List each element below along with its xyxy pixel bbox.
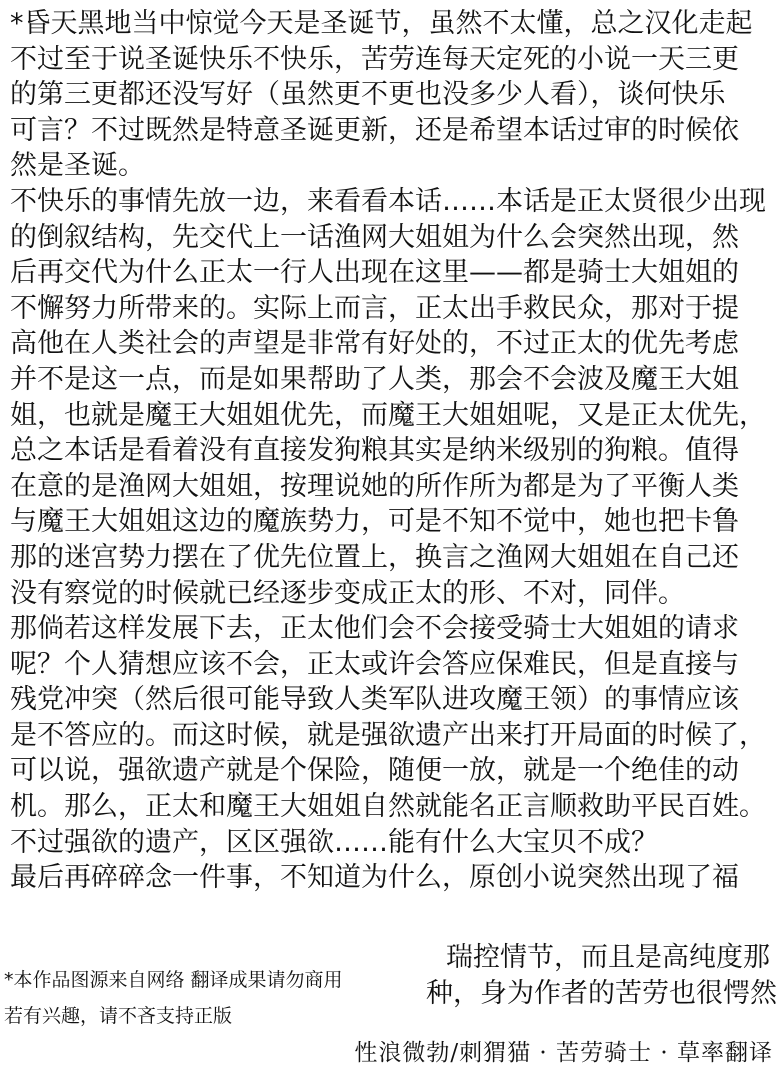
text-line: 与魔王大姐姐这边的魔族势力，可是不知不觉中，她也把卡鲁 <box>10 506 739 538</box>
text-line: 瑞控情节，而且是高纯度那 <box>446 942 770 973</box>
text-line: *昏天黑地当中惊觉今天是圣诞节，虽然不太懂，总之汉化走起 <box>10 8 753 39</box>
translator-note-body <box>10 6 776 896</box>
text-line: 不懈努力所带来的。实际上而言，正太出手救民众，那对于提 <box>10 292 739 324</box>
text-line: 后再交代为什么正太一行人出现在这里——都是骑士大姐姐的 <box>10 257 739 289</box>
text-line: 那的迷宫势力摆在了优先位置上，换言之渔网大姐姐在自己还 <box>10 541 739 573</box>
text-continuation <box>424 940 777 1012</box>
text-line: 在意的是渔网大姐姐，按理说她的所作所为都是为了平衡人类 <box>10 470 739 502</box>
credits-line: 性浪微勃/刺猬猫 · 苦劳骑士 · 草率翻译 <box>354 1040 773 1066</box>
text-line: 并不是这一点，而是如果帮助了人类，那会不会波及魔王大姐 <box>10 363 739 395</box>
text-line: 那倘若这样发展下去，正太他们会不会接受骑士大姐姐的请求 <box>10 613 739 645</box>
notice-line-support: 若有兴趣，请不吝支持正版 <box>4 1005 233 1027</box>
text-line: 机。那么，正太和魔王大姐姐自然就能名正言顺救助平民百姓。 <box>10 791 766 823</box>
notice-line-usage: *本作品图源来自网络 翻译成果请勿商用 <box>4 969 343 991</box>
copyright-notice <box>4 962 424 1034</box>
text-line: 不过至于说圣诞快乐不快乐，苦劳连每天定死的小说一天三更 <box>10 43 739 75</box>
text-line: 没有察觉的时候就已经逐步变成正太的形、不对，同伴。 <box>10 577 685 609</box>
text-line: 是不答应的。而这时候，就是强欲遗产出来打开局面的时候了， <box>10 719 766 751</box>
text-line: 不过强欲的遗产，区区强欲……能有什么大宝贝不成？ <box>10 826 658 858</box>
text-line: 最后再碎碎念一件事，不知道为什么，原创小说突然出现了福 <box>10 862 739 894</box>
text-line: 的倒叙结构，先交代上一话渔网大姐姐为什么会突然出现，然 <box>10 221 739 253</box>
text-line: 然是圣诞。 <box>10 150 145 182</box>
text-line: 高他在人类社会的声望是非常有好处的，不过正太的优先考虑 <box>10 328 739 360</box>
text-line: 的第三更都还没写好（虽然更不更也没多少人看），谈何快乐 <box>10 79 726 111</box>
text-line: 可以说，强欲遗产就是个保险，随便一放，就是一个绝佳的动 <box>10 755 739 787</box>
text-line: 姐，也就是魔王大姐姐优先，而魔王大姐姐呢，又是正太优先， <box>10 399 766 431</box>
text-line: 可言？不过既然是特意圣诞更新，还是希望本话过审的时候依 <box>10 114 739 146</box>
text-line: 不快乐的事情先放一边，来看看本话……本话是正太贤很少出现 <box>10 185 766 217</box>
text-line: 呢？个人猜想应该不会，正太或许会答应保难民，但是直接与 <box>10 648 739 680</box>
text-line: 总之本话是看着没有直接发狗粮其实是纳米级别的狗粮。值得 <box>10 435 739 467</box>
text-line: 种，身为作者的苦劳也很愕然 <box>426 978 777 1009</box>
text-line: 残党冲突（然后很可能导致人类军队进攻魔王领）的事情应该 <box>10 684 739 716</box>
